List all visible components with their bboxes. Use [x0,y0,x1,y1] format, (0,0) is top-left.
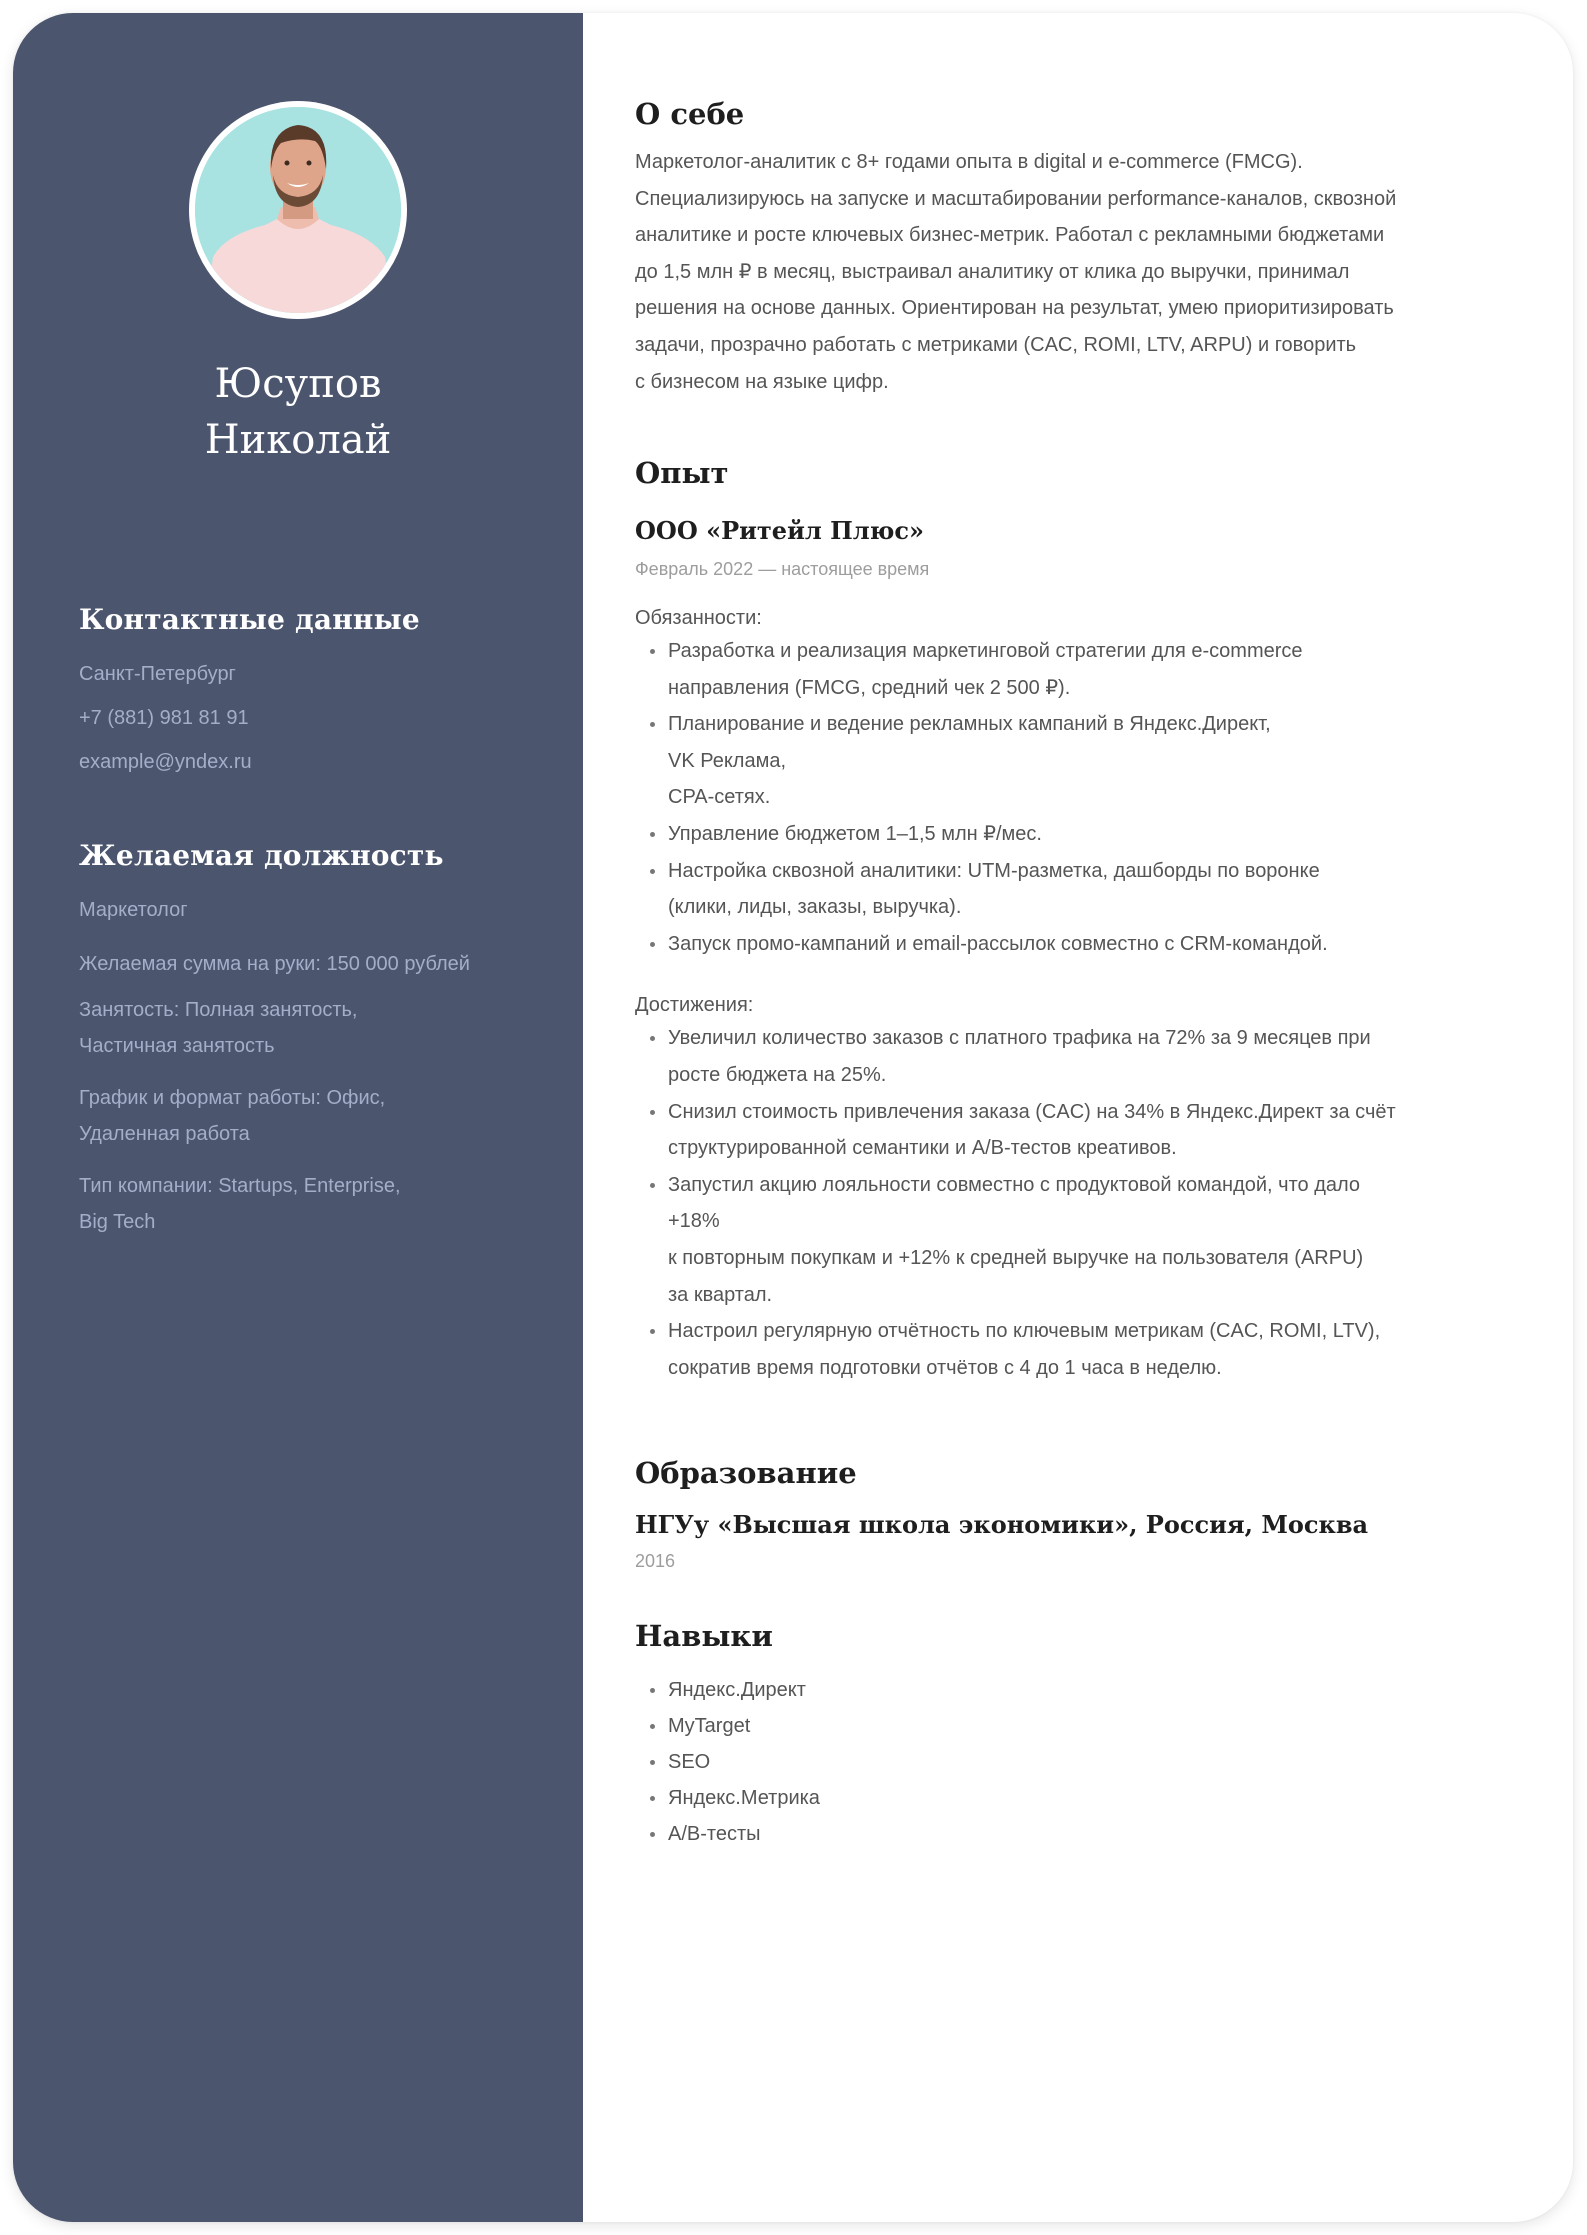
about-line: с бизнесом на языке цифр. [635,370,889,393]
achievements-label: Достижения: [635,994,754,1017]
duty-item [635,633,1515,706]
achievement-line: за квартал. [668,1283,773,1306]
achievement-line: Снизил стоимость привлечения заказа (CAC) на 34% в Яндекс.Директ за счёт [668,1100,1396,1123]
achievement-line: росте бюджета на 25%. [668,1063,887,1086]
achievement-line: Запустил акцию лояльности совместно с продуктовой командой, что дало [668,1173,1361,1196]
education-section [635,1455,1515,1575]
duty-line: (клики, лиды, заказы, выручка). [668,896,962,919]
contacts-section [79,602,559,788]
achievement-line: Настроил регулярную отчётность по ключевым метрикам (CAC, ROMI, LTV), [668,1320,1381,1343]
skill-item: Яндекс.Директ [635,1672,1515,1708]
graduation-year: 2016 [635,1551,676,1571]
contacts-title: Контактные данные [79,603,420,636]
achievement-item [635,1094,1515,1167]
person-photo-icon [195,107,401,313]
contact-city: Санкт-Петербург [79,663,236,685]
skills-list [635,1672,1515,1852]
company-type [79,1168,559,1240]
job-period: Февраль 2022 — настоящее время [635,559,930,579]
about-text [635,144,1515,400]
achievement-item [635,1020,1515,1093]
achievement-line: Увеличил количество заказов с платного трафика на 72% за 9 месяцев при [668,1027,1371,1050]
desired-position: Маркетолог [79,899,188,921]
about-line: задачи, прозрачно работать с метриками (CAC, ROMI, LTV, ARPU) и говорить [635,333,1357,356]
first-name: Николай [204,417,392,463]
employment-type [79,992,559,1064]
contact-phone[interactable]: +7 (881) 981 81 91 [79,707,249,729]
employment-line: Занятость: Полная занятость, [79,999,358,1021]
achievement-line: +18% [668,1210,720,1233]
about-title: О себе [635,97,745,131]
work-schedule [79,1080,559,1152]
duties-label: Обязанности: [635,607,762,629]
avatar-photo [195,107,401,313]
company-type-line: Big Tech [79,1211,156,1233]
last-name: Юсупов [214,361,382,407]
skills-section [635,1618,1515,1852]
employment-line: Частичная занятость [79,1035,275,1057]
achievement-line: к повторным покупкам и +12% к средней выручке на пользователя (ARPU) [668,1246,1364,1269]
sidebar [13,13,583,2222]
duty-item [635,926,1515,963]
experience-title: Опыт [635,456,729,490]
company-type-line: Тип компании: Startups, Enterprise, [79,1175,401,1197]
achievement-line: сократив время подготовки отчётов с 4 до 1 часа в неделю. [668,1356,1222,1379]
about-section [635,96,1515,400]
about-line: Специализируюсь на запуске и масштабировании performance-каналов, сквозной [635,187,1397,210]
candidate-name [13,356,583,468]
duty-line: Планирование и ведение рекламных кампаний в Яндекс.Директ, [668,713,1271,736]
duty-item [635,706,1515,816]
about-line: до 1,5 млн ₽ в месяц, выстраивал аналитику от клика до выручки, принимал [635,260,1350,283]
desired-position-title: Желаемая должность [79,839,444,872]
about-line: аналитике и росте ключевых бизнес-метрик. Работал с рекламными бюджетами [635,224,1385,247]
duty-line: Настройка сквозной аналитики: UTM-разметка, дашборды по воронке [668,859,1320,882]
skill-item: A/B-тесты [635,1816,1515,1852]
achievements-list [635,1020,1515,1386]
achievement-item [635,1313,1515,1386]
duty-item [635,816,1515,853]
institution-name: НГУу «Высшая школа экономики», Россия, Москва [635,1510,1369,1539]
duty-line: Запуск промо-кампаний и email-рассылок совместно с CRM-командой. [668,932,1328,955]
schedule-line: Удаленная работа [79,1123,250,1145]
skills-title: Навыки [635,1619,773,1653]
company-name: ООО «Ритейл Плюс» [635,516,924,545]
desired-salary: Желаемая сумма на руки: 150 000 рублей [79,953,470,975]
avatar [189,101,407,319]
duty-line: Разработка и реализация маркетинговой стратегии для e-commerce [668,640,1303,662]
experience-section [635,455,1515,1386]
contact-email[interactable]: example@yndex.ru [79,751,252,773]
skill-item: MyTarget [635,1708,1515,1744]
duty-line: Управление бюджетом 1–1,5 млн ₽/мес. [668,822,1042,845]
skill-item: Яндекс.Метрика [635,1780,1515,1816]
skill-item: SEO [635,1744,1515,1780]
about-line: Маркетолог-аналитик с 8+ годами опыта в digital и e-commerce (FMCG). [635,151,1303,173]
duty-line: VK Реклама, [668,749,787,772]
duty-item [635,853,1515,926]
duty-line: направления (FMCG, средний чек 2 500 ₽). [668,676,1071,699]
achievement-line: структурированной семантики и A/B-тестов креативов. [668,1137,1177,1160]
achievement-item [635,1167,1515,1313]
desired-position-section [79,838,559,1256]
duty-line: CPA-сетях. [668,786,771,809]
about-line: решения на основе данных. Ориентирован на результат, умею приоритизировать [635,297,1394,320]
education-title: Образование [635,1456,857,1490]
schedule-line: График и формат работы: Офис, [79,1087,386,1109]
duties-list [635,633,1515,962]
